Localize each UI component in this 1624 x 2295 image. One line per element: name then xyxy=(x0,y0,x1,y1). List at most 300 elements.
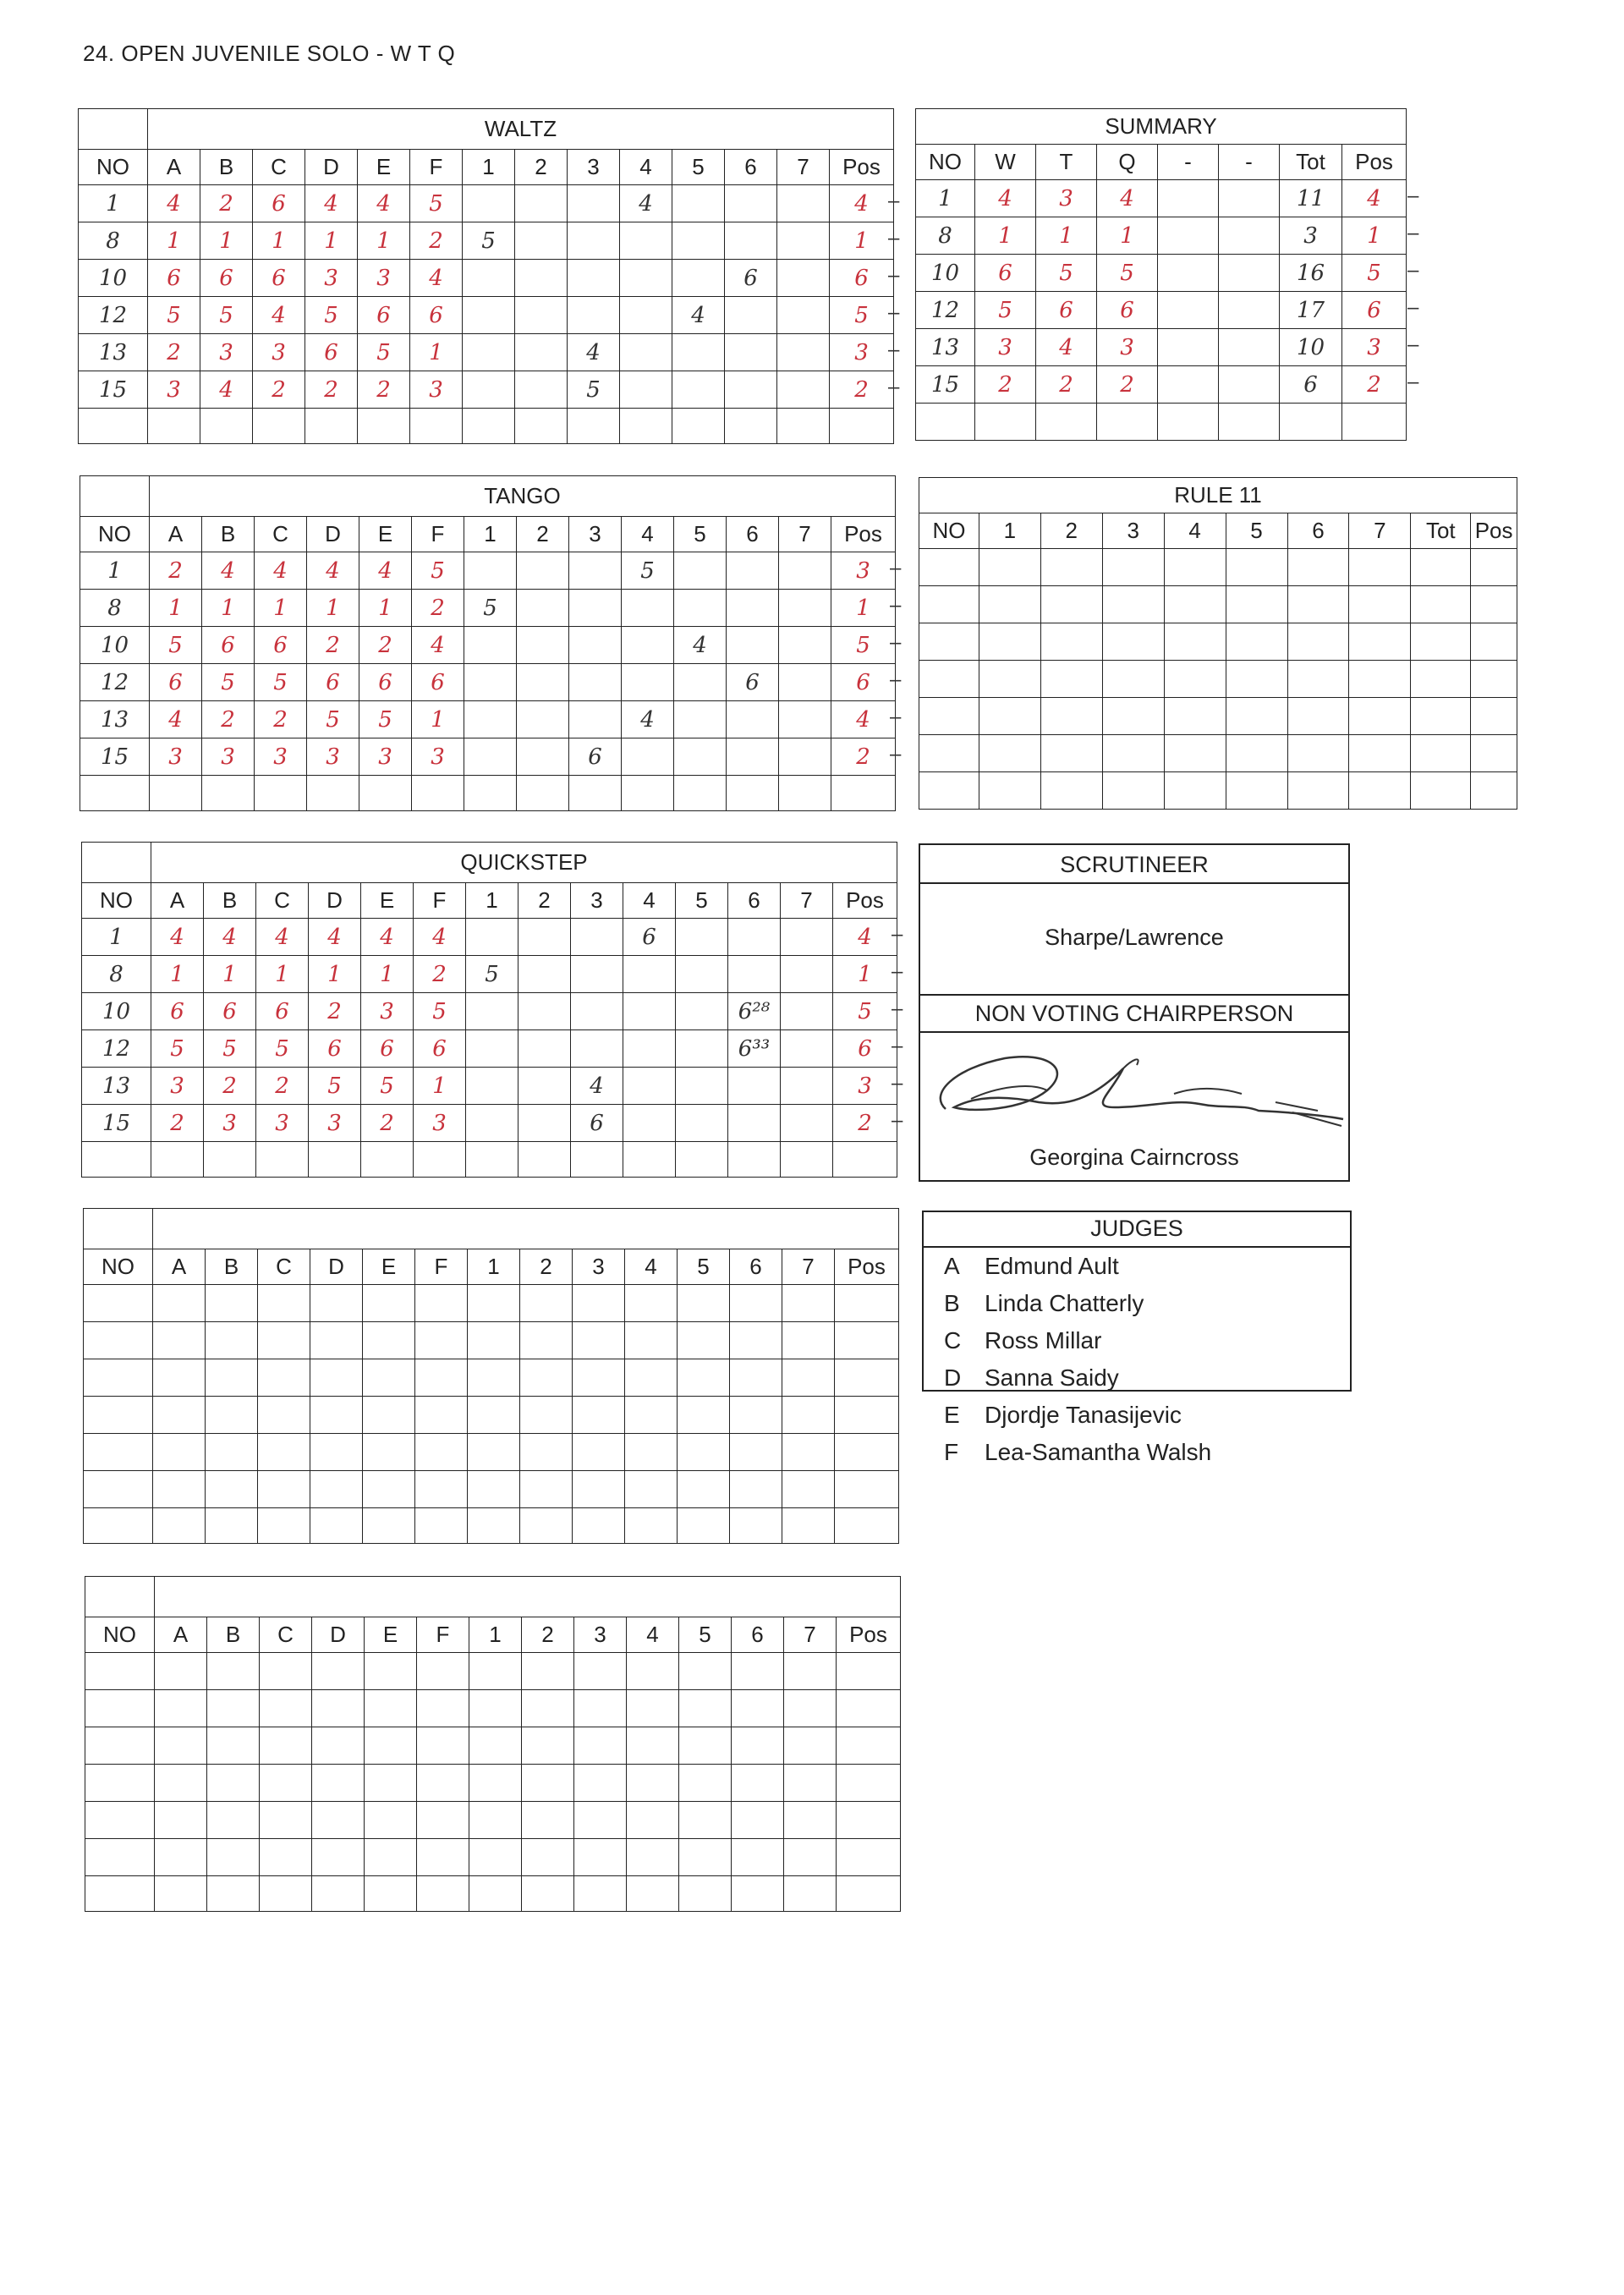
place-count xyxy=(464,627,517,664)
empty-cell xyxy=(1287,698,1349,735)
judge-mark xyxy=(365,1653,417,1690)
tick-mark: – xyxy=(1407,296,1419,319)
table-row xyxy=(916,329,1407,366)
place-count xyxy=(620,222,672,260)
judge-entry xyxy=(944,1253,1119,1280)
empty-cell xyxy=(1102,735,1164,772)
tango-table xyxy=(80,475,896,811)
judge-mark xyxy=(310,1397,363,1434)
empty-cell xyxy=(979,549,1040,586)
tick-mark: – xyxy=(892,923,903,946)
place-count xyxy=(625,1397,678,1434)
final-position xyxy=(837,1876,901,1912)
empty-cell xyxy=(1349,623,1411,661)
place-count xyxy=(569,701,622,738)
judge-mark xyxy=(206,1508,258,1544)
judge-mark xyxy=(365,1876,417,1912)
rule11-col-header: 4 xyxy=(1164,513,1226,549)
place-count xyxy=(520,1322,573,1359)
place-count xyxy=(469,1653,522,1690)
empty-cell xyxy=(1349,549,1411,586)
quickstep-place: 3 xyxy=(1097,329,1158,366)
place-count xyxy=(574,1876,627,1912)
place-count xyxy=(672,409,725,444)
judge-mark: 5 xyxy=(200,297,253,334)
empty-cell xyxy=(1287,661,1349,698)
judge-mark: 4 xyxy=(200,371,253,409)
place-count xyxy=(784,1727,837,1765)
col-header-place: 7 xyxy=(781,883,833,919)
judge-mark: 2 xyxy=(151,1105,204,1142)
place-count xyxy=(672,222,725,260)
table-row xyxy=(79,260,894,297)
place-count xyxy=(679,1653,732,1690)
final-position xyxy=(837,1653,901,1690)
place-count xyxy=(730,1508,782,1544)
col-header-place: 2 xyxy=(517,517,569,552)
place-count xyxy=(728,956,781,993)
place-count xyxy=(518,956,571,993)
judge-mark: 4 xyxy=(361,919,414,956)
empty-cell xyxy=(1219,180,1280,217)
judge-mark xyxy=(417,1690,469,1727)
judge-mark: 6 xyxy=(307,664,359,701)
empty-cell xyxy=(1158,366,1219,404)
overall-position: 1 xyxy=(1342,217,1407,255)
empty-cell xyxy=(1349,772,1411,810)
judge-mark: 6 xyxy=(148,260,200,297)
judge-mark xyxy=(260,1876,312,1912)
place-count xyxy=(569,590,622,627)
total: 11 xyxy=(1280,180,1342,217)
final-position: 4 xyxy=(830,185,894,222)
judge-mark xyxy=(204,1142,256,1178)
place-count xyxy=(678,1471,730,1508)
judge-name: Ross Millar xyxy=(985,1327,1102,1353)
judge-mark xyxy=(153,1397,206,1434)
judge-mark xyxy=(155,1653,207,1690)
judge-mark: 6 xyxy=(359,664,412,701)
judge-mark xyxy=(207,1802,260,1839)
final-position xyxy=(833,1142,897,1178)
table-row xyxy=(916,217,1407,255)
judge-mark: 1 xyxy=(414,1068,466,1105)
judge-mark: 1 xyxy=(150,590,202,627)
judge-entry xyxy=(944,1402,1182,1429)
place-count xyxy=(522,1690,574,1727)
quickstep-place xyxy=(1097,404,1158,441)
judge-mark xyxy=(207,1653,260,1690)
table-row xyxy=(85,1802,901,1839)
empty-cell xyxy=(1040,735,1102,772)
table-row xyxy=(85,1727,901,1765)
judge-mark xyxy=(153,1322,206,1359)
overall-position: 6 xyxy=(1342,292,1407,329)
place-count xyxy=(676,1142,728,1178)
place-count xyxy=(623,1142,676,1178)
empty-cell xyxy=(1158,180,1219,217)
table-row xyxy=(82,993,897,1030)
place-count xyxy=(625,1322,678,1359)
competitor-number: 8 xyxy=(916,217,975,255)
competitor-number: 15 xyxy=(916,366,975,404)
place-count xyxy=(571,993,623,1030)
waltz-place: 3 xyxy=(975,329,1036,366)
place-count xyxy=(625,1434,678,1471)
empty-cell xyxy=(1164,698,1226,735)
empty-cell xyxy=(1158,404,1219,441)
judge-mark: 6 xyxy=(309,1030,361,1068)
col-header-place: 1 xyxy=(469,1617,522,1653)
judge-mark: 6 xyxy=(151,993,204,1030)
place-count xyxy=(469,1839,522,1876)
place-count xyxy=(573,1434,625,1471)
place-count xyxy=(466,919,518,956)
judge-mark xyxy=(260,1765,312,1802)
tick-mark: – xyxy=(1407,371,1419,393)
place-count xyxy=(574,1839,627,1876)
table-row xyxy=(79,409,894,444)
judge-mark xyxy=(260,1653,312,1690)
rule11-label: RULE 11 xyxy=(919,478,1517,513)
dance-label: WALTZ xyxy=(148,109,894,150)
place-count xyxy=(468,1508,520,1544)
tango-place: 6 xyxy=(1036,292,1097,329)
place-count xyxy=(517,627,569,664)
judge-mark: 1 xyxy=(255,590,307,627)
place-count xyxy=(728,919,781,956)
judge-mark xyxy=(363,1359,415,1397)
overall-position: 4 xyxy=(1342,180,1407,217)
judge-mark xyxy=(363,1285,415,1322)
empty-cell xyxy=(1349,661,1411,698)
competitor-number xyxy=(84,1322,153,1359)
summary-col-header: W xyxy=(975,145,1036,180)
place-count xyxy=(730,1471,782,1508)
col-header-judge: F xyxy=(415,1249,468,1285)
place-count: 5 xyxy=(568,371,620,409)
col-header-judge: C xyxy=(253,150,305,185)
judge-mark: 1 xyxy=(412,701,464,738)
judge-mark xyxy=(410,409,463,444)
place-count xyxy=(469,1690,522,1727)
place-count xyxy=(725,297,777,334)
tango-place: 4 xyxy=(1036,329,1097,366)
empty-cell xyxy=(1040,661,1102,698)
place-count xyxy=(779,738,831,776)
place-count xyxy=(679,1765,732,1802)
place-count xyxy=(679,1802,732,1839)
place-count xyxy=(468,1322,520,1359)
summary-col-header: Tot xyxy=(1280,145,1342,180)
table-row xyxy=(916,292,1407,329)
judge-mark xyxy=(206,1285,258,1322)
judge-entry xyxy=(944,1364,1119,1392)
judge-mark xyxy=(206,1397,258,1434)
place-count xyxy=(574,1765,627,1802)
empty-cell xyxy=(1219,329,1280,366)
place-count xyxy=(518,919,571,956)
competitor-number xyxy=(84,1285,153,1322)
judge-mark xyxy=(363,1434,415,1471)
empty-cell xyxy=(919,623,979,661)
empty-cell xyxy=(1471,772,1517,810)
place-count xyxy=(622,776,674,811)
place-count xyxy=(732,1653,784,1690)
place-count xyxy=(623,1105,676,1142)
place-count xyxy=(571,1142,623,1178)
place-count xyxy=(573,1359,625,1397)
judge-mark: 4 xyxy=(305,185,358,222)
place-count xyxy=(676,1068,728,1105)
col-header-place: 4 xyxy=(625,1249,678,1285)
judge-mark xyxy=(206,1471,258,1508)
empty-cell xyxy=(1102,698,1164,735)
place-count xyxy=(779,552,831,590)
judge-mark: 4 xyxy=(202,552,255,590)
empty-cell xyxy=(919,661,979,698)
place-count xyxy=(781,993,833,1030)
judge-mark xyxy=(206,1434,258,1471)
judge-entry xyxy=(944,1290,1144,1317)
place-count xyxy=(463,371,515,409)
empty-cell xyxy=(1102,623,1164,661)
judge-mark: 6 xyxy=(200,260,253,297)
place-count xyxy=(727,776,779,811)
place-count xyxy=(732,1690,784,1727)
final-position xyxy=(830,409,894,444)
summary-col-header: - xyxy=(1219,145,1280,180)
judge-mark: 4 xyxy=(255,552,307,590)
place-count xyxy=(676,919,728,956)
place-count xyxy=(725,185,777,222)
table-row xyxy=(84,1285,899,1322)
col-header-place: 3 xyxy=(568,150,620,185)
total: 3 xyxy=(1280,217,1342,255)
judge-mark xyxy=(312,1876,365,1912)
table-row xyxy=(79,371,894,409)
empty-cell xyxy=(1226,549,1287,586)
place-count xyxy=(466,1105,518,1142)
empty-cell xyxy=(1226,735,1287,772)
competitor-number xyxy=(84,1359,153,1397)
dance-label xyxy=(155,1577,901,1617)
place-count xyxy=(620,371,672,409)
table-row xyxy=(919,772,1517,810)
place-count xyxy=(515,297,568,334)
place-count xyxy=(466,1068,518,1105)
judge-mark xyxy=(312,1802,365,1839)
place-count xyxy=(463,409,515,444)
place-count xyxy=(782,1322,835,1359)
judge-mark: 5 xyxy=(202,664,255,701)
summary-col-header: NO xyxy=(916,145,975,180)
tick-mark: – xyxy=(892,997,903,1020)
place-count xyxy=(464,552,517,590)
col-header-no: NO xyxy=(79,150,148,185)
competitor-number: 12 xyxy=(82,1030,151,1068)
empty-cell xyxy=(1226,661,1287,698)
tick-mark: – xyxy=(892,1072,903,1095)
final-position xyxy=(835,1434,899,1471)
competitor-number xyxy=(84,1434,153,1471)
col-header-judge: F xyxy=(410,150,463,185)
judge-mark: 5 xyxy=(410,185,463,222)
place-count xyxy=(732,1802,784,1839)
place-count xyxy=(517,664,569,701)
place-count xyxy=(466,993,518,1030)
judge-mark: 4 xyxy=(410,260,463,297)
table-row xyxy=(916,255,1407,292)
rule11-col-header: NO xyxy=(919,513,979,549)
empty-cell xyxy=(1102,549,1164,586)
judge-mark: 2 xyxy=(359,627,412,664)
judge-mark xyxy=(260,1802,312,1839)
table-row xyxy=(80,552,896,590)
col-header-place: 1 xyxy=(463,150,515,185)
place-count: 4 xyxy=(571,1068,623,1105)
quickstep-table xyxy=(81,842,897,1178)
blank-4-table xyxy=(85,1576,901,1912)
judge-mark: 4 xyxy=(358,185,410,222)
waltz-place: 6 xyxy=(975,255,1036,292)
place-count xyxy=(620,334,672,371)
judge-entry xyxy=(944,1439,1211,1466)
empty-cell xyxy=(1164,735,1226,772)
total: 16 xyxy=(1280,255,1342,292)
judge-name: Djordje Tanasijevic xyxy=(985,1402,1182,1428)
table-row xyxy=(919,661,1517,698)
judge-mark xyxy=(417,1802,469,1839)
place-count xyxy=(627,1876,679,1912)
col-header-judge: B xyxy=(207,1617,260,1653)
judge-mark: 6 xyxy=(253,185,305,222)
col-header-judge: D xyxy=(309,883,361,919)
place-count xyxy=(730,1285,782,1322)
table-row xyxy=(79,297,894,334)
final-position xyxy=(837,1839,901,1876)
judge-mark xyxy=(415,1434,468,1471)
place-count xyxy=(520,1285,573,1322)
place-count xyxy=(678,1397,730,1434)
rule11-col-header: 6 xyxy=(1287,513,1349,549)
place-count xyxy=(623,1030,676,1068)
judge-mark: 1 xyxy=(204,956,256,993)
place-count xyxy=(777,260,830,297)
judge-mark xyxy=(365,1727,417,1765)
judge-mark xyxy=(150,776,202,811)
judge-mark xyxy=(202,776,255,811)
empty-cell xyxy=(919,772,979,810)
judge-letter: C xyxy=(944,1327,962,1353)
judge-mark xyxy=(206,1359,258,1397)
officials-box xyxy=(919,843,1350,1182)
judge-mark: 4 xyxy=(253,297,305,334)
empty-cell xyxy=(1471,735,1517,772)
place-count xyxy=(627,1839,679,1876)
competitor-number xyxy=(84,1471,153,1508)
empty-cell xyxy=(1471,698,1517,735)
place-count xyxy=(515,334,568,371)
col-header-judge: E xyxy=(363,1249,415,1285)
table-row xyxy=(84,1322,899,1359)
total: 17 xyxy=(1280,292,1342,329)
table-row xyxy=(82,1030,897,1068)
place-count xyxy=(725,334,777,371)
col-header-place: 6 xyxy=(730,1249,782,1285)
place-count xyxy=(522,1765,574,1802)
place-count xyxy=(464,776,517,811)
col-header-judge: D xyxy=(307,517,359,552)
empty-cell xyxy=(1040,549,1102,586)
col-header-judge: B xyxy=(204,883,256,919)
final-position: 2 xyxy=(831,738,896,776)
table-row xyxy=(919,735,1517,772)
place-count xyxy=(622,590,674,627)
judge-mark xyxy=(256,1142,309,1178)
corner-cell xyxy=(80,476,150,517)
judge-mark xyxy=(310,1508,363,1544)
judge-mark xyxy=(312,1839,365,1876)
judge-mark: 4 xyxy=(307,552,359,590)
place-count xyxy=(569,664,622,701)
place-count xyxy=(620,297,672,334)
judge-mark: 1 xyxy=(253,222,305,260)
final-position xyxy=(835,1508,899,1544)
competitor-number xyxy=(85,1876,155,1912)
place-count xyxy=(469,1727,522,1765)
final-position: 3 xyxy=(830,334,894,371)
table-row xyxy=(82,919,897,956)
col-header-place: 1 xyxy=(464,517,517,552)
judge-letter: E xyxy=(944,1402,960,1428)
tango-place: 1 xyxy=(1036,217,1097,255)
place-count xyxy=(469,1765,522,1802)
col-header-place: 5 xyxy=(679,1617,732,1653)
place-count xyxy=(464,664,517,701)
place-count xyxy=(782,1471,835,1508)
competitor-number xyxy=(916,404,975,441)
overall-position: 5 xyxy=(1342,255,1407,292)
chairperson-label: NON VOTING CHAIRPERSON xyxy=(974,1001,1294,1026)
judge-name: Lea-Samantha Walsh xyxy=(985,1439,1212,1465)
final-position: 6 xyxy=(833,1030,897,1068)
dance-label: QUICKSTEP xyxy=(151,843,897,883)
place-count xyxy=(676,1105,728,1142)
judge-mark: 3 xyxy=(150,738,202,776)
table-row xyxy=(916,180,1407,217)
col-header-judge: D xyxy=(312,1617,365,1653)
empty-cell xyxy=(1158,292,1219,329)
judge-mark xyxy=(310,1434,363,1471)
rule11-col-header: 1 xyxy=(979,513,1040,549)
quickstep-place: 5 xyxy=(1097,255,1158,292)
judge-mark: 6 xyxy=(204,993,256,1030)
corner-cell xyxy=(85,1577,155,1617)
final-position: 3 xyxy=(831,552,896,590)
judge-letter: F xyxy=(944,1439,959,1465)
summary-col-header: T xyxy=(1036,145,1097,180)
table-row xyxy=(80,664,896,701)
col-header-judge: E xyxy=(358,150,410,185)
col-header-place: 6 xyxy=(725,150,777,185)
place-count xyxy=(727,552,779,590)
judge-mark xyxy=(309,1142,361,1178)
tick-mark: – xyxy=(890,557,902,579)
judge-mark: 3 xyxy=(255,738,307,776)
place-count xyxy=(573,1285,625,1322)
place-count xyxy=(620,260,672,297)
